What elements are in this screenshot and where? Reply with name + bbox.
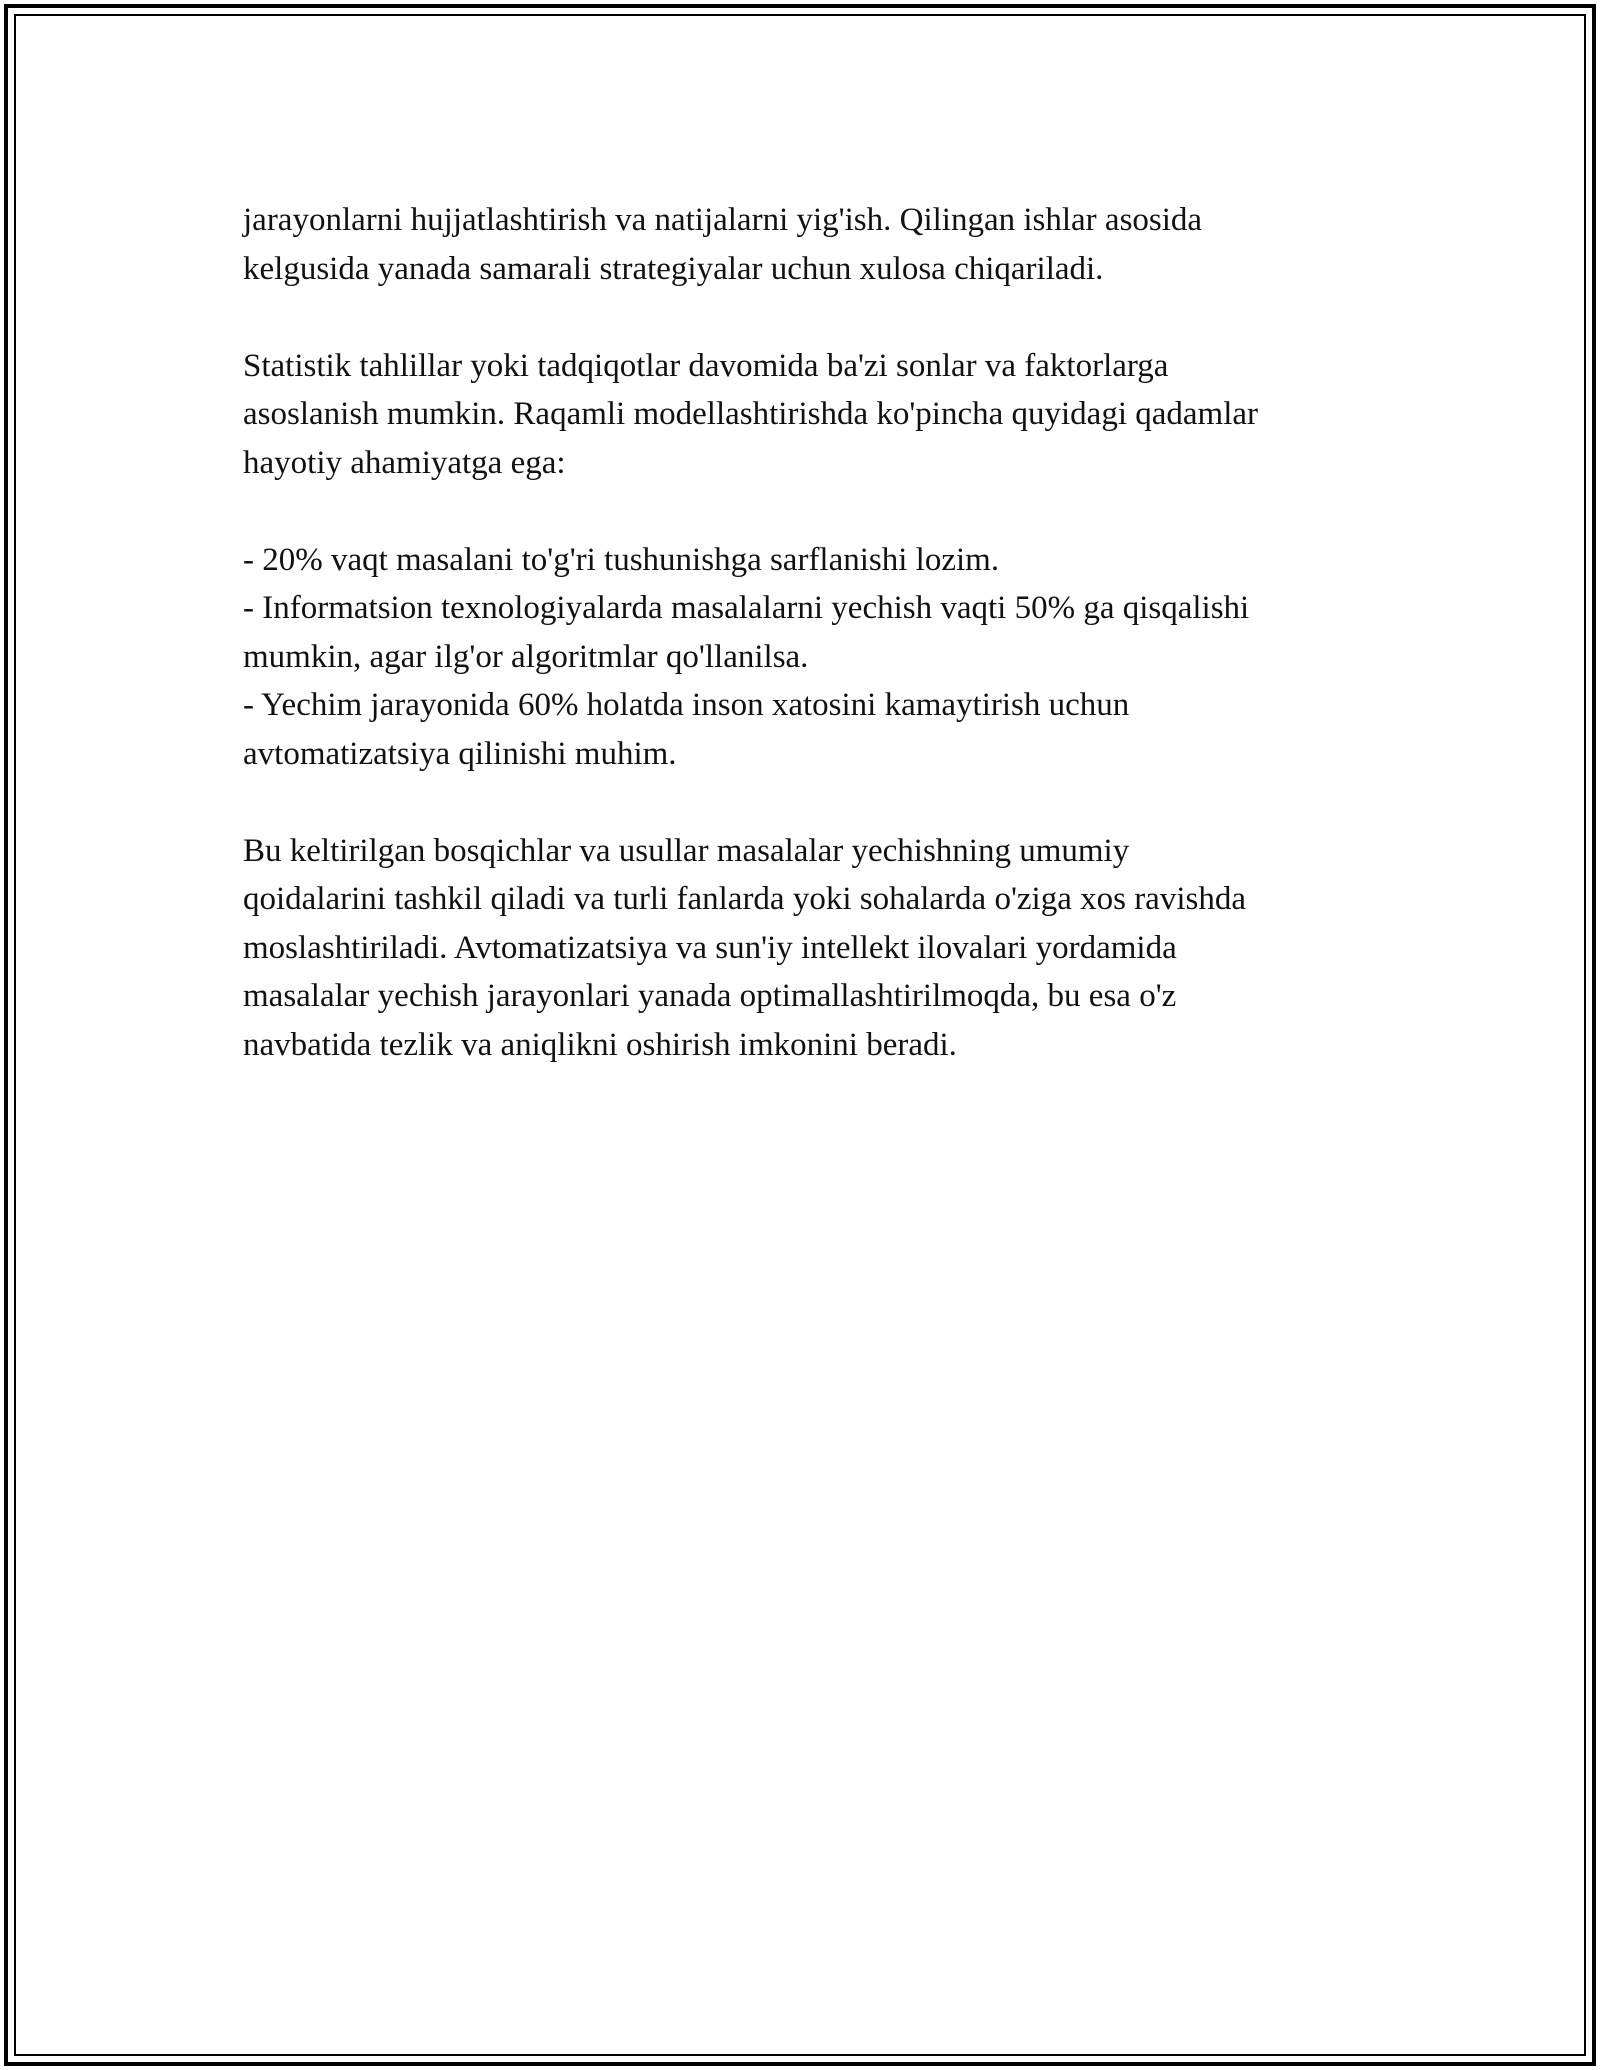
paragraph-conclusion: [243, 827, 1383, 1070]
document-body: [243, 196, 1383, 1118]
text-line: qoidalarini tashkil qiladi va turli fanlarda yoki sohalarda o'ziga xos ravishda: [243, 881, 1246, 917]
text-line: masalalar yechish jarayonlari yanada optimallashtirilmoqda, bu esa o'z: [243, 978, 1177, 1014]
list-item: - Informatsion texnologiyalarda masalalarni yechish vaqti 50% ga qisqalishi: [243, 590, 1250, 626]
text-line: moslashtiriladi. Avtomatizatsiya va sun'iy intellekt ilovalari yordamida: [243, 929, 1177, 966]
paragraph-statistical-analysis: [243, 342, 1383, 488]
list-item-continuation: avtomatizatsiya qilinishi muhim.: [243, 735, 677, 772]
text-line: kelgusida yanada samarali strategiyalar uchun xulosa chiqariladi.: [243, 250, 1104, 287]
page-frame: [4, 4, 1596, 2066]
paragraph-bullet-list: [243, 536, 1383, 779]
list-item-continuation: mumkin, agar ilg'or algoritmlar qo'llanilsa.: [243, 638, 809, 675]
list-item: - Yechim jarayonida 60% holatda inson xatosini kamaytirish uchun: [243, 687, 1130, 723]
text-line: Statistik tahlillar yoki tadqiqotlar davomida ba'zi sonlar va faktorlarga: [243, 347, 1169, 384]
list-item: - 20% vaqt masalani to'g'ri tushunishga sarflanishi lozim.: [243, 541, 1000, 578]
text-line: asoslanish mumkin. Raqamli modellashtirishda ko'pincha quyidagi qadamlar: [243, 396, 1259, 432]
text-line: Bu keltirilgan bosqichlar va usullar masalalar yechishning umumiy: [243, 832, 1130, 869]
paragraph-process-summary: [243, 196, 1383, 293]
text-line: navbatida tezlik va aniqlikni oshirish imkonini beradi.: [243, 1026, 957, 1063]
text-line: jarayonlarni hujjatlashtirish va natijalarni yig'ish. Qilingan ishlar asosida: [243, 202, 1203, 238]
text-line: hayotiy ahamiyatga ega:: [243, 444, 566, 481]
